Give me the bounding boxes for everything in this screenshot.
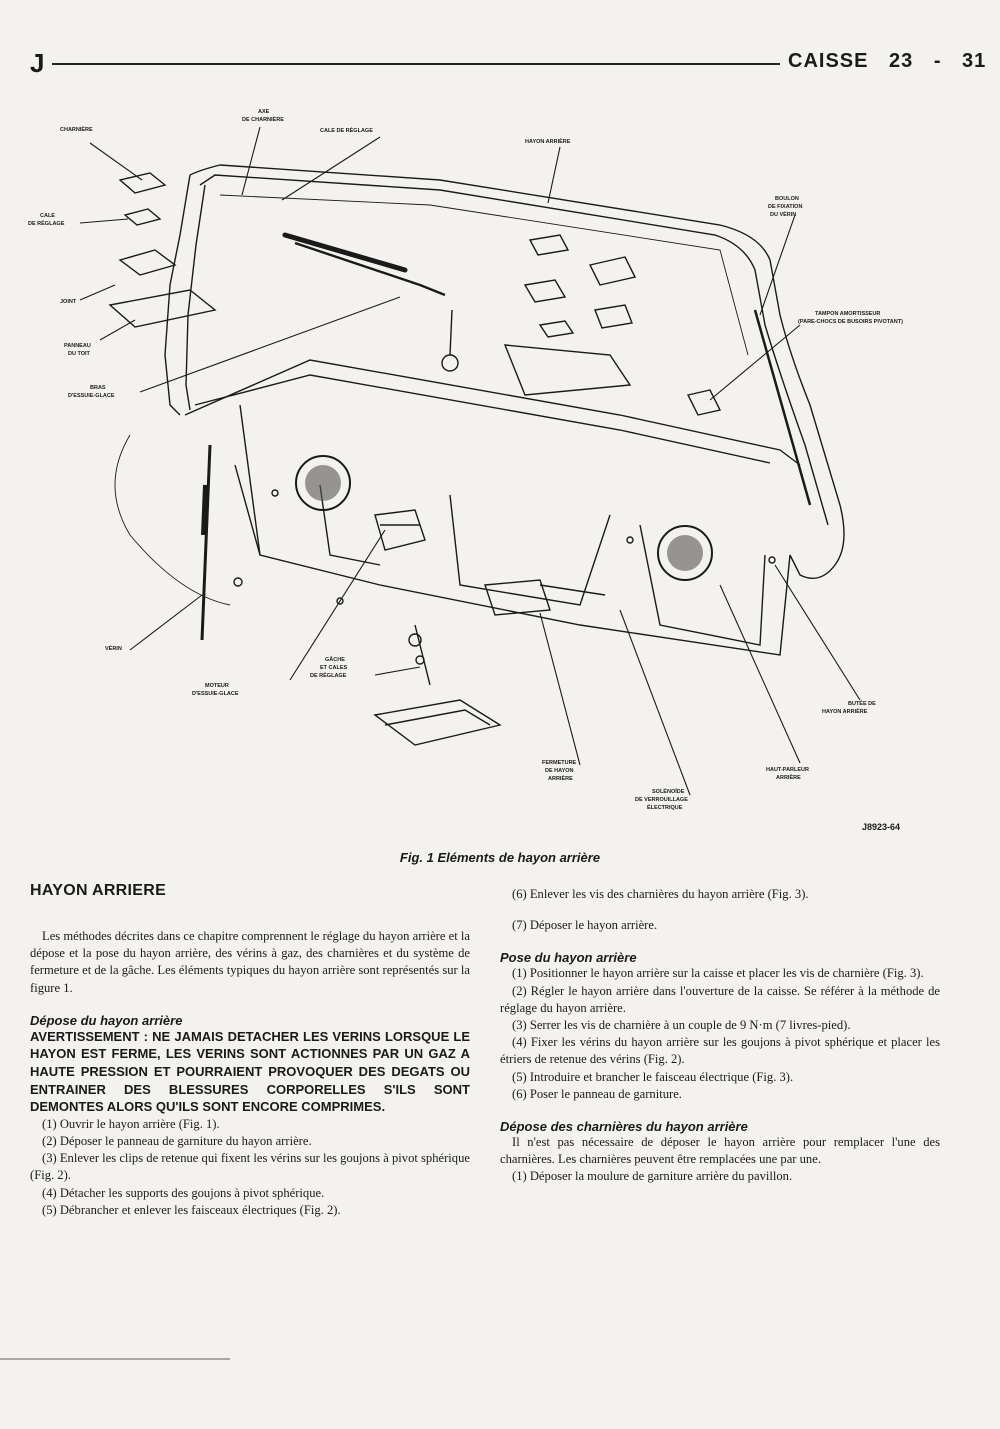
callout-gache-3: DE RÉGLAGE	[310, 673, 347, 679]
step-item: (3) Enlever les clips de retenue qui fixent les vérins sur les goujons à pivot sphérique (Fig. 2).	[30, 1151, 470, 1183]
step-item: (4) Détacher les supports des goujons à pivot sphérique.	[42, 1185, 325, 1200]
intro-paragraph: Les méthodes décrites dans ce chapitre comprennent le réglage du hayon arrière et la dépose et la pose du hayon arrière, des vérins à gaz, des charnières et du système de fermeture et de la gâche. Les éléments typiques du hayon arrière sont représentés sur la figure 1.	[30, 929, 470, 995]
page-section-title: CAISSE 23 - 31	[788, 50, 987, 72]
step-item: (5) Débrancher et enlever les faisceaux électriques (Fig. 2).	[42, 1202, 341, 1217]
callout-tampon-1: TAMPON AMORTISSEUR	[815, 311, 881, 317]
step-item: (2) Régler le hayon arrière dans l'ouverture de la caisse. Se référer à la méthode de réglage du hayon arrière.	[500, 983, 940, 1015]
right-column	[500, 886, 940, 1186]
subsection-charnieres: Dépose des charnières du hayon arrière	[500, 1119, 748, 1135]
callout-hayon-arriere: HAYON ARRIÈRE	[525, 139, 571, 145]
callout-cale-reglage-left-1: CALE	[40, 213, 55, 219]
charnieres-intro: Il n'est pas nécessaire de déposer le hayon arrière pour remplacer l'une des charnières. Les charnières peuvent être remplacées une par une.	[500, 1135, 940, 1167]
warning-paragraph: AVERTISSEMENT : NE JAMAIS DETACHER LES VERINS LORSQUE LE HAYON EST FERME, LES VERINS SONT ACTIONNES PAR UN GAZ A HAUTE PRESSION ET POURRAIENT PROVOQUER DES DEGATS OU ENTRAINER DES BLESSURES CORPORELLES S'ILS SONT DEMONTES ALORS QU'ILS SONT ENCORE COMPRIMES.	[30, 1028, 470, 1115]
callout-solenoide-2: DE VERROUILLAGE	[635, 797, 688, 803]
callout-axe-charniere-1: AXE	[258, 109, 270, 115]
tailgate-exploded-diagram	[20, 85, 980, 855]
subsection-pose: Pose du hayon arrière	[500, 950, 637, 966]
callout-boulon-1: BOULON	[775, 196, 799, 202]
callout-solenoide-1: SOLÉNOÏDE	[652, 789, 685, 795]
callout-fermeture-1: FERMETURE	[542, 760, 577, 766]
callout-gache-2: ET CALES	[320, 665, 348, 671]
step-item: (1) Déposer la moulure de garniture arrière du pavillon.	[512, 1169, 793, 1184]
callout-fermeture-2: DE HAYON	[545, 768, 574, 774]
subsection-depose: Dépose du hayon arrière	[30, 1012, 183, 1028]
callout-butee-2: HAYON ARRIÈRE	[822, 709, 868, 715]
step-item: (7) Déposer le hayon arrière.	[512, 918, 658, 933]
callout-axe-charniere-2: DE CHARNIÈRE	[242, 117, 284, 123]
figure-caption: Fig. 1 Eléments de hayon arrière	[399, 850, 601, 865]
step-item: (6) Poser le panneau de garniture.	[512, 1086, 682, 1101]
step-item: (3) Serrer les vis de charnière à un couple de 9 N·m (7 livres-pied).	[512, 1018, 851, 1033]
section-title: HAYON ARRIERE	[30, 882, 167, 899]
callout-panneau-toit-1: PANNEAU	[64, 343, 91, 349]
callout-panneau-toit-2: DU TOIT	[68, 351, 90, 357]
callout-moteur-1: MOTEUR	[205, 683, 229, 689]
page-section-letter: J	[30, 48, 45, 78]
callout-boulon-3: DU VÉRIN	[770, 212, 797, 218]
header-rule	[52, 63, 780, 65]
callout-joint: JOINT	[60, 299, 77, 305]
callout-fermeture-3: ARRIÈRE	[548, 776, 573, 782]
figure-reference: J8923-64	[862, 822, 901, 832]
step-item: (1) Ouvrir le hayon arrière (Fig. 1).	[42, 1116, 220, 1131]
callout-haut-parleur-2: ARRIÈRE	[776, 775, 801, 781]
callout-verin: VÉRIN	[105, 646, 122, 652]
callout-solenoide-3: ÉLECTRIQUE	[647, 805, 683, 811]
step-item: (1) Positionner le hayon arrière sur la caisse et placer les vis de charnière (Fig. 3).	[512, 966, 924, 981]
step-item: (4) Fixer les vérins du hayon arrière sur les goujons à pivot sphérique et placer les étriers de retenue des vérins (Fig. 2).	[500, 1035, 940, 1067]
callout-charniere: CHARNIÈRE	[60, 127, 93, 133]
callout-bras-2: D'ESSUIE-GLACE	[68, 393, 115, 399]
callout-tampon-2: (PARE-CHOCS DE BUSOIRS PIVOTANT)	[798, 319, 903, 325]
callout-butee-1: BUTÉE DE	[848, 701, 876, 707]
callout-bras-1: BRAS	[90, 385, 106, 391]
step-item: (2) Déposer le panneau de garniture du hayon arrière.	[42, 1133, 312, 1148]
callout-boulon-2: DE FIXATION	[768, 204, 803, 210]
callout-haut-parleur-1: HAUT-PARLEUR	[766, 767, 809, 773]
scan-artifact-line	[0, 1358, 230, 1360]
callout-cale-reglage-top: CALE DE RÉGLAGE	[320, 128, 373, 134]
left-column	[30, 882, 470, 1219]
step-item: (5) Introduire et brancher le faisceau électrique (Fig. 3).	[512, 1069, 794, 1084]
callout-moteur-2: D'ESSUIE-GLACE	[192, 691, 239, 697]
step-item: (6) Enlever les vis des charnières du hayon arrière (Fig. 3).	[512, 887, 809, 901]
callout-cale-reglage-left-2: DE RÉGLAGE	[28, 221, 65, 227]
callout-gache-1: GÂCHE	[325, 657, 345, 663]
